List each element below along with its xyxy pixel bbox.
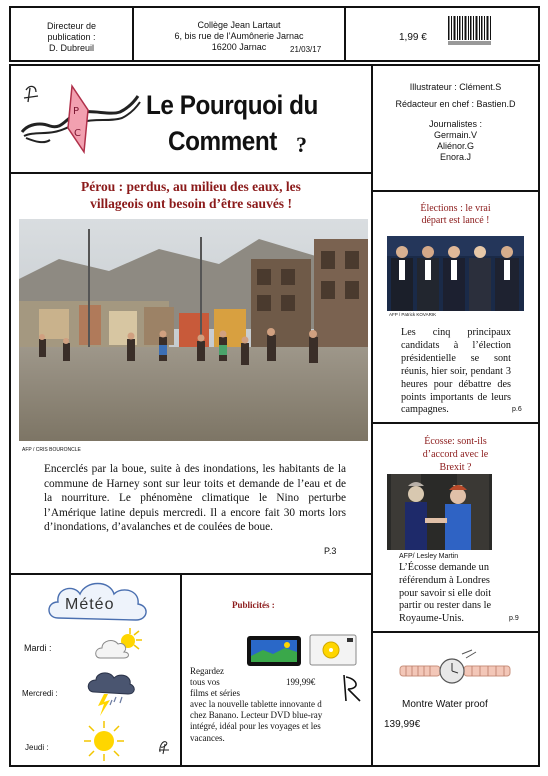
elections-headline-line2: départ est lancé ! bbox=[421, 215, 490, 226]
main-article-body: Encerclés par la boue, suite à des inondations, les habitants de la commune de Harney sont sur leur toits et demande de l’eau et de la nourriture. Le phénomène climatique le Nino perturbe l’Amérique latine depuis mercredi. Il a encore fait 30 morts lors d’inondations, d’avalanches et de coulées de boue. bbox=[44, 463, 346, 534]
scotland-photo-credit: AFP/ Lesley Martin bbox=[399, 553, 459, 560]
newspaper-title-line1: Le Pourquoi du bbox=[146, 90, 318, 120]
school-name: Collège Jean Lartaut bbox=[197, 20, 281, 30]
watch-price: 139,99€ bbox=[384, 719, 421, 730]
staff-journalist: Germain.V bbox=[433, 130, 477, 140]
weather-title: Météo bbox=[65, 596, 115, 613]
storm-icon bbox=[86, 670, 136, 716]
ads-line7: vacances. bbox=[190, 733, 225, 743]
elections-page-ref: p.6 bbox=[512, 406, 522, 413]
brand-logo-icon bbox=[338, 671, 364, 705]
main-page-ref: P.3 bbox=[324, 546, 337, 556]
watch-label: Montre Water proof bbox=[402, 699, 488, 710]
director-line1: Directeur de bbox=[46, 21, 97, 31]
title-question-mark: ? bbox=[296, 132, 307, 157]
logo-letter-p: P bbox=[73, 106, 80, 117]
scotland-headline-line3: Brexit ? bbox=[439, 462, 472, 473]
weather-day-mardi: Mardi : bbox=[24, 643, 52, 653]
ads-line3: films et séries bbox=[190, 688, 240, 698]
school-street: 6, bis rue de l’Aumônerie Jarnac bbox=[174, 31, 304, 41]
price-box bbox=[344, 6, 540, 62]
sun-icon bbox=[83, 720, 125, 762]
scotland-page-ref: p.9 bbox=[509, 615, 519, 622]
candidates-photo bbox=[387, 236, 524, 311]
scotland-headline-line2: d’accord avec le bbox=[422, 449, 489, 460]
ads-price: 199,99€ bbox=[286, 677, 316, 687]
sun-cloud-icon bbox=[94, 626, 146, 662]
signature-icon bbox=[157, 738, 171, 756]
ads-line5: chez Banano. Lecteur DVD blue-ray bbox=[190, 710, 323, 720]
watch-icon bbox=[398, 648, 516, 688]
issue-date: 21/03/17 bbox=[290, 45, 322, 54]
main-headline-line1: Pérou : perdus, au milieu des eaux, les bbox=[81, 179, 301, 194]
tablet-icon bbox=[247, 636, 301, 666]
staff-editor: Rédacteur en chef : Bastien.D bbox=[395, 99, 516, 109]
staff-illustrator: Illustrateur : Clément.S bbox=[409, 82, 502, 92]
ads-line1: Regardez bbox=[190, 666, 224, 676]
staff-journalist: Enora.J bbox=[439, 152, 472, 162]
scotland-body: L’Écosse demande un référendum à Londres pour savoir si elle doit partir ou rester dans le Royaume-Unis. bbox=[399, 562, 492, 625]
staff-journalists-label: Journalistes : bbox=[428, 119, 483, 129]
ads-line2: tous vos bbox=[190, 677, 220, 687]
staff-journalist: Aliénor.G bbox=[436, 141, 475, 151]
elections-headline-line1: Élections : le vrai bbox=[420, 203, 491, 214]
school-city: 16200 Jarnac bbox=[211, 42, 267, 52]
weather-day-jeudi: Jeudi : bbox=[25, 743, 49, 752]
newspaper-title-line2: Comment bbox=[168, 126, 277, 156]
logo-letter-c: C bbox=[74, 128, 81, 139]
main-photo-credit: AFP / CRIS BOURONCLE bbox=[22, 447, 81, 453]
director-line2: publication : bbox=[47, 32, 96, 42]
issue-price: 1,99 € bbox=[399, 32, 427, 43]
scotland-headline-line1: Écosse: sont-ils bbox=[424, 436, 487, 447]
ads-line6: intégré, idéal pour les voyages et les bbox=[190, 721, 321, 731]
leaders-photo bbox=[387, 474, 492, 550]
director-line3: D. Dubreuil bbox=[48, 43, 95, 53]
elections-photo-credit: AFP / Patrick KOVARIK bbox=[389, 312, 437, 317]
flood-photo bbox=[19, 219, 368, 441]
elections-body: Les cinq principaux candidats à l’élection présidentielle se sont réunis, hier soir, pendant 3 heures pour débattre des points importants de leurs campagnes. bbox=[401, 327, 511, 416]
barcode-icon bbox=[446, 14, 494, 48]
ads-line4: avec la nouvelle tablette innovante d bbox=[190, 699, 322, 709]
weather-day-mercredi: Mercredi : bbox=[22, 689, 58, 698]
dvd-player-icon bbox=[309, 634, 357, 666]
ads-title: Publicités : bbox=[232, 600, 275, 610]
main-headline-line2: villageois ont besoin d’être sauvés ! bbox=[90, 196, 292, 211]
logo-icon bbox=[16, 80, 144, 162]
